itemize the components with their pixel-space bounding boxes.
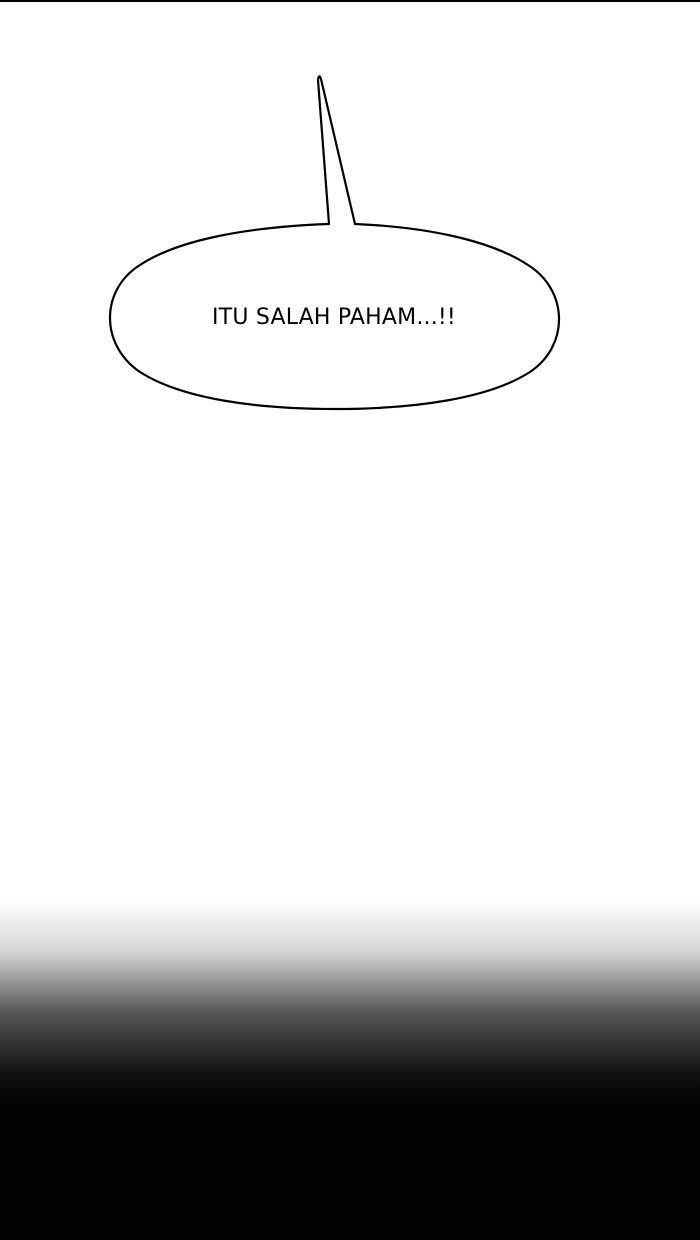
bottom-dark-area — [0, 1102, 700, 1240]
speech-bubble-text: ITU SALAH PAHAM...!! — [212, 305, 456, 330]
speech-bubble — [0, 0, 700, 440]
bottom-fade-gradient — [0, 900, 700, 1105]
speech-bubble-outline — [110, 76, 559, 409]
